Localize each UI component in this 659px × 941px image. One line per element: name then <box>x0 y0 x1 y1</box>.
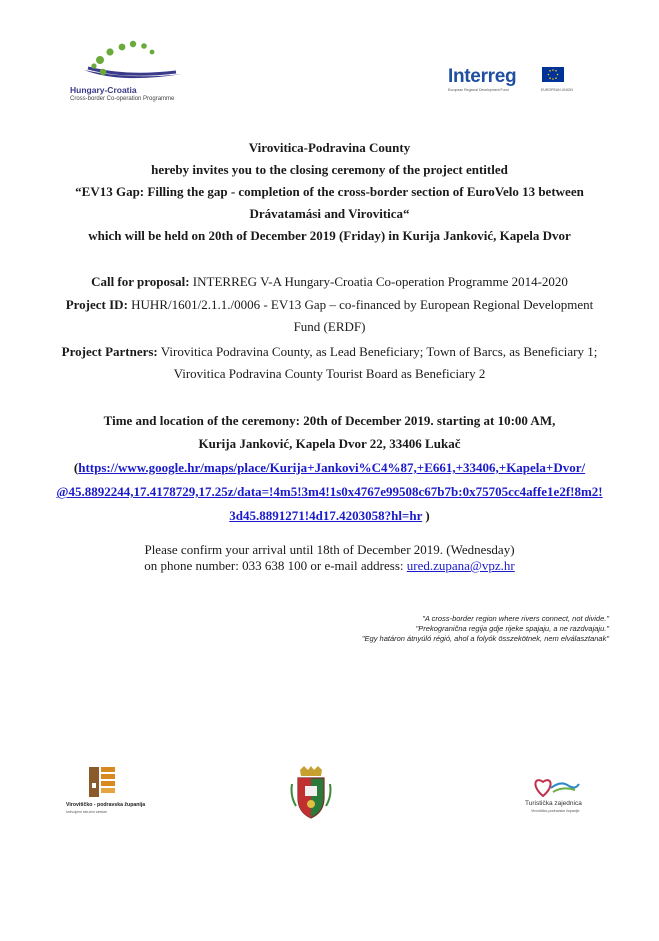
project-id-label: Project ID: <box>65 297 128 312</box>
map-link-line2 <box>0 481 659 503</box>
close-paren: ) <box>422 508 430 523</box>
hungary-croatia-logo <box>70 38 200 104</box>
project-partners <box>0 341 659 363</box>
tourist-board-logo-icon <box>531 774 581 798</box>
map-link-line3 <box>0 505 659 527</box>
open-paren: ( <box>73 460 79 475</box>
coat-of-arms-icon <box>290 766 332 820</box>
project-id-value: HUHR/1601/2.1.1./0006 - EV13 Gap – co-financed by European Regional Development <box>127 297 594 312</box>
interreg-logo-icon: Interreg <box>448 66 517 87</box>
county-heading: Virovitica-Podravina County <box>248 140 411 155</box>
county-sub: Izdvojeni stručni centar <box>66 809 107 814</box>
interreg-subtitle: European Regional Development Fund <box>448 88 509 92</box>
partners-value: Virovitica Podravina County, as Lead Beneficiary; Town of Barcs, as Beneficiary 1; <box>157 344 598 359</box>
project-id <box>0 294 659 316</box>
hungary-croatia-name: Hungary-Croatia <box>70 85 137 95</box>
email-link[interactable]: ured.zupana@vpz.hr <box>406 558 515 573</box>
map-link-part2[interactable]: @45.8892244,17.4178729,17.25z/data=!4m5!3m4!1s0x4767e99508c67b7b:0x75705cc4affe1e2f!8m2! <box>56 484 603 499</box>
map-link-line1 <box>0 457 659 479</box>
invite-line: hereby invites you to the closing ceremony of the project entitled <box>151 162 508 177</box>
tourist-board-logo <box>525 774 595 820</box>
call-value: INTERREG V-A Hungary-Croatia Co-operation Programme 2014-2020 <box>189 274 568 289</box>
interreg-logo <box>448 66 573 94</box>
held-line: which will be held on 20th of December 2019 (Friday) in Kurija Janković, Kapela Dvor <box>88 228 571 243</box>
project-title-line2: Drávatamási and Virovitica“ <box>249 206 410 221</box>
time-location-line: Time and location of the ceremony: 20th of December 2019. starting at 10:00 AM, <box>103 413 556 428</box>
hungary-croatia-logo-icon <box>70 38 200 88</box>
project-id-cont: Fund (ERDF) <box>293 319 366 334</box>
county-logo <box>66 767 156 817</box>
eu-flag-icon <box>542 67 564 82</box>
project-partners-cont: Virovitica Podravina County Tourist Board as Beneficiary 2 <box>173 366 486 381</box>
county-logo-icon <box>89 767 115 797</box>
hungary-croatia-subtitle: Cross-border Co-operation Programme <box>70 96 175 102</box>
tourist-board-sub: Virovitičko-podravske županije <box>531 809 580 813</box>
quote-hr: "Prekogranična regija gdje rijeke spajaju, a ne razdvajaju." <box>415 624 609 633</box>
project-title-line1: “EV13 Gap: Filling the gap - completion of the cross-border section of EuroVelo 13 between <box>75 184 584 199</box>
quote-en: "A cross-border region where rivers connect, not divide." <box>422 614 609 623</box>
call-label: Call for proposal: <box>91 274 190 289</box>
eu-subtitle: EUROPEAN UNION <box>541 88 573 92</box>
quote-hu: "Egy határon átnyúló régió, ahol a folyók összekötnek, nem elválasztanak" <box>361 634 609 643</box>
confirm-phone-text: on phone number: 033 638 100 or e-mail address: <box>144 558 407 573</box>
address-line: Kurija Janković, Kapela Dvor 22, 33406 Lukač <box>198 436 461 451</box>
county-name: Virovitičko - podravska županija <box>66 802 146 808</box>
map-link-part3[interactable]: 3d45.8891271!4d17.4203058?hl=hr <box>229 508 423 523</box>
slogan-quotes <box>362 614 609 644</box>
partners-label: Project Partners: <box>61 344 158 359</box>
confirm-line2 <box>0 557 659 574</box>
confirm-line1: Please confirm your arrival until 18th of December 2019. (Wednesday) <box>144 542 515 557</box>
call-for-proposal <box>0 271 659 293</box>
tourist-board-name: Turistička zajednica <box>525 800 582 807</box>
map-link-part1[interactable]: https://www.google.hr/maps/place/Kurija+Jankovi%C4%87,+E661,+33406,+Kapela+Dvor/ <box>78 460 586 475</box>
